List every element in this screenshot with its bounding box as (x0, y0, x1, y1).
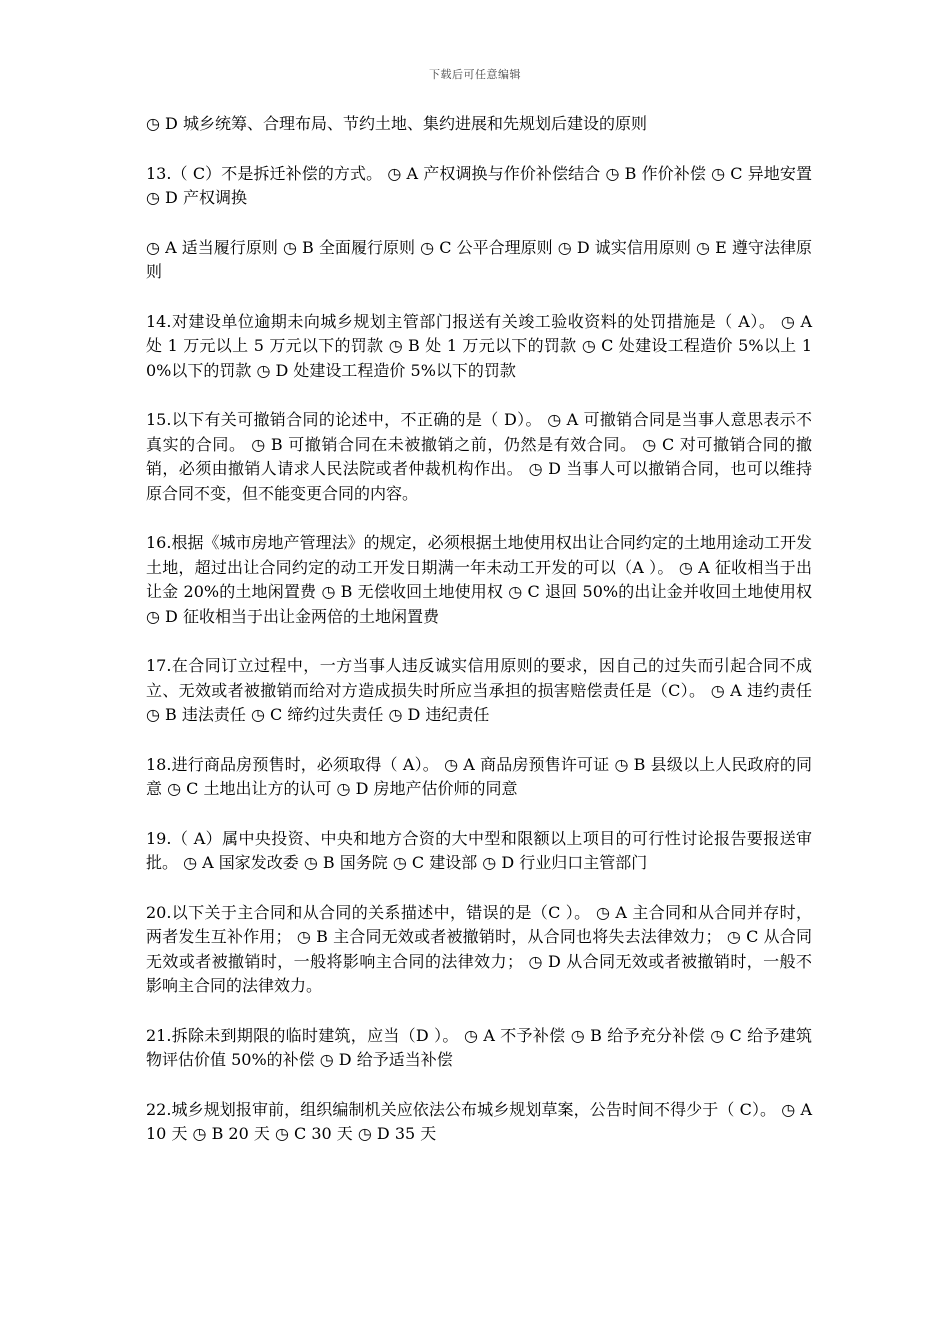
question-paragraph: ◷ A 适当履行原则 ◷ B 全面履行原则 ◷ C 公平合理原则 ◷ D 诚实信用原则 ◷ E 遵守法律原则 (146, 237, 812, 281)
question-paragraph: ◷ D 城乡统筹、合理布局、节约土地、集约进展和先规划后建设的原则 (146, 114, 647, 133)
document-body (146, 112, 812, 1172)
question-paragraph: 15.以下有关可撤销合同的论述中，不正确的是（ D）。 ◷ A 可撤销合同是当事人意思表示不真实的合同。 ◷ B 可撤销合同在未被撤销之前，仍然是有效合同。 ◷ C 对可撤销合同的撤销，必须由撤销人请求人民法院或者仲裁机构作出。 ◷ D 当事人可以撤销合同，也可以维持原合同不变，但不能变更合同的内容。 (146, 410, 812, 503)
question-paragraph: 20.以下关于主合同和从合同的关系描述中，错误的是（C ）。 ◷ A 主合同和从合同并存时，两者发生互补作用； ◷ B 主合同无效或者被撤销时，从合同也将失去法律效力； ◷ C 从合同无效或者被撤销时，一般将影响主合同的法律效力； ◷ D 从合同无效或者被撤销时，一般不影响主合同的法律效力。 (146, 902, 812, 995)
question-paragraph: 17.在合同订立过程中，一方当事人违反诚实信用原则的要求，因自己的过失而引起合同不成立、无效或者被撤销而给对方造成损失时所应当承担的损害赔偿责任是（C）。 ◷ A 违约责任 ◷ B 违法责任 ◷ C 缔约过失责任 ◷ D 违纪责任 (146, 656, 812, 724)
page-header: 下载后可任意编辑 (429, 68, 521, 81)
question-paragraph: 14.对建设单位逾期未向城乡规划主管部门报送有关竣工验收资料的处罚措施是（ A）。 ◷ A 处 1 万元以上 5 万元以下的罚款 ◷ B 处 1 万元以下的罚款 ◷ C 处建设工程造价 5%以上 10%以下的罚款 ◷ D 处建设工程造价 5%以下的罚款 (146, 311, 812, 380)
question-paragraph: 21.拆除未到期限的临时建筑，应当（D ）。 ◷ A 不予补偿 ◷ B 给予充分补偿 ◷ C 给予建筑物评估价值 50%的补偿 ◷ D 给予适当补偿 (146, 1025, 812, 1069)
question-paragraph: 22.城乡规划报审前，组织编制机关应依法公布城乡规划草案，公告时间不得少于（ C）。 ◷ A 10 天 ◷ B 20 天 ◷ C 30 天 ◷ D 35 天 (146, 1099, 812, 1143)
question-paragraph: 18.进行商品房预售时，必须取得（ A）。 ◷ A 商品房预售许可证 ◷ B 县级以上人民政府的同意 ◷ C 土地出让方的认可 ◷ D 房地产估价师的同意 (146, 754, 812, 798)
question-paragraph: 19.（ A）属中央投资、中央和地方合资的大中型和限额以上项目的可行性讨论报告要报送审批。 ◷ A 国家发改委 ◷ B 国务院 ◷ C 建设部 ◷ D 行业归口主管部门 (146, 828, 812, 872)
question-paragraph: 13.（ C）不是拆迁补偿的方式。 ◷ A 产权调换与作价补偿结合 ◷ B 作价补偿 ◷ C 异地安置 ◷ D 产权调换 (146, 163, 812, 207)
question-paragraph: 16.根据《城市房地产管理法》的规定，必须根据土地使用权出让合同约定的土地用途动工开发土地，超过出让合同约定的动工开发日期满一年未动工开发的可以（A ）。 ◷ A 征收相当于出让金 20%的土地闲置费 ◷ B 无偿收回土地使用权 ◷ C 退回 50%的出让金并收回土地使用权 ◷ D 征收相当于出让金两倍的土地闲置费 (146, 533, 812, 626)
